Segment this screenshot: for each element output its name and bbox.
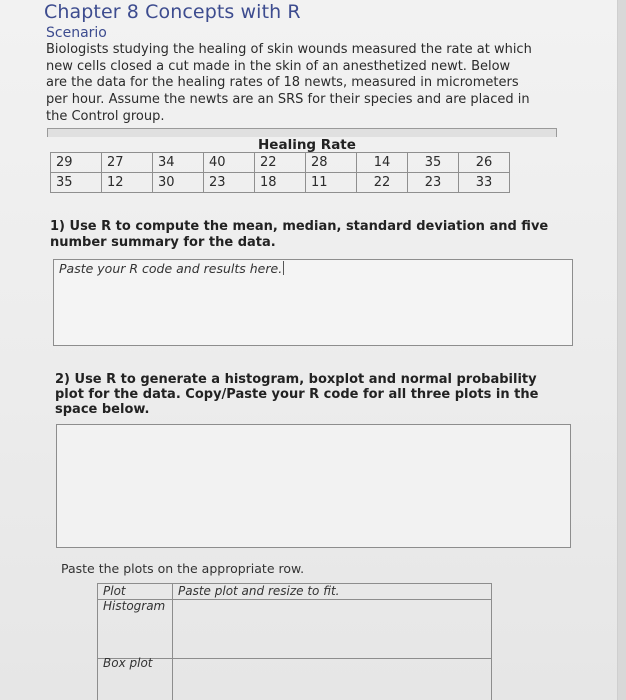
table-top-border — [47, 128, 557, 137]
chapter-title: Chapter 8 Concepts with R — [44, 1, 301, 23]
page-edge — [617, 0, 626, 700]
boxplot-row-label: Box plot — [103, 656, 153, 670]
plots-table — [97, 583, 492, 700]
table-cell: 29 — [51, 153, 102, 173]
answer-placeholder-label: Paste your R code and results here. — [59, 261, 283, 276]
table-cell: 40 — [204, 153, 255, 173]
table-cell: 23 — [408, 173, 459, 193]
table-cell: 34 — [153, 153, 204, 173]
table-cell: 30 — [153, 173, 204, 193]
plots-table-column-divider — [172, 584, 173, 700]
plot-column-header: Plot — [103, 584, 126, 598]
table-cell: 22 — [357, 173, 408, 193]
table-cell: 22 — [255, 153, 306, 173]
question-1-text: 1) Use R to compute the mean, median, standard deviation and five number summary for the data. — [50, 219, 549, 250]
table-cell: 35 — [408, 153, 459, 173]
table-cell: 35 — [51, 173, 102, 193]
paste-plots-instruction: Paste the plots on the appropriate row. — [61, 561, 305, 576]
question-2-text: 2) Use R to generate a histogram, boxplot and normal probability plot for the data. Copy/Paste your R code for all three plots in the space below. — [55, 372, 539, 417]
healing-rate-table — [50, 152, 510, 193]
table-cell: 11 — [306, 173, 357, 193]
paste-column-header: Paste plot and resize to fit. — [178, 584, 340, 598]
table-row — [51, 153, 510, 173]
table-cell: 12 — [102, 173, 153, 193]
r-code-answer-box[interactable] — [53, 259, 573, 346]
text-cursor — [283, 261, 284, 275]
histogram-row-label: Histogram — [103, 599, 166, 613]
table-cell: 27 — [102, 153, 153, 173]
healing-rate-title: Healing Rate — [258, 137, 356, 153]
scenario-heading: Scenario — [46, 25, 107, 41]
table-cell: 26 — [459, 153, 510, 173]
table-row — [51, 173, 510, 193]
scenario-paragraph: Biologists studying the healing of skin wounds measured the rate at which new cells closed a cut made in the skin of an anesthetized newt. Below are the data for the healing rates of 18 newts, measured in micrometers per hour. Assume the newts are an SRS for their species and are placed in the Control group. — [46, 42, 532, 124]
answer-placeholder-text[interactable] — [59, 261, 284, 276]
plot-code-answer-box[interactable] — [56, 424, 571, 548]
table-cell: 33 — [459, 173, 510, 193]
table-cell: 23 — [204, 173, 255, 193]
plots-table-row-divider — [98, 658, 491, 659]
table-cell: 14 — [357, 153, 408, 173]
table-cell: 28 — [306, 153, 357, 173]
table-cell: 18 — [255, 173, 306, 193]
healing-rate-table-container — [47, 128, 557, 190]
